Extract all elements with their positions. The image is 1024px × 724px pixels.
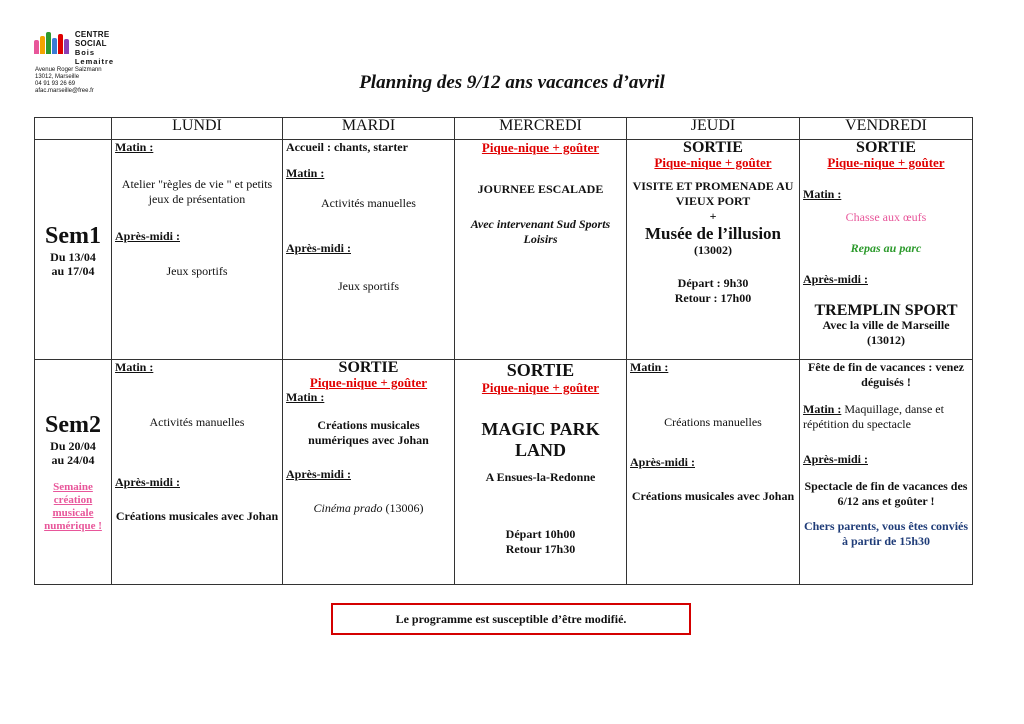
week1-label: Sem1 Du 13/04 au 17/04 <box>35 140 112 360</box>
page-title: Planning des 9/12 ans vacances d’avril <box>359 72 665 93</box>
people-figures-icon <box>34 30 72 54</box>
day-header: LUNDI <box>112 118 283 140</box>
week1-mercredi: Pique-nique + goûter JOURNEE ESCALADE Avec intervenant Sud Sports Loisirs <box>455 140 627 360</box>
header-row <box>35 118 973 140</box>
week1-jeudi: SORTIE Pique-nique + goûter VISITE ET PROMENADE AU VIEUX PORT + Musée de l’illusion (13002) Départ : 9h30 Retour : 17h00 <box>627 140 800 360</box>
corner-cell <box>35 118 112 140</box>
week2-theme-note: Semaine création musicale numérique ! <box>44 481 102 532</box>
day-header: MERCREDI <box>455 118 627 140</box>
week2-vendredi: Fête de fin de vacances : venez déguisés ! Matin : Maquillage, danse et répétition du spectacle Après-midi : Spectacle de fin de vacances des 6/12 ans et goûter ! Chers parents, vous êtes conviés à partir de 15h30 <box>800 360 973 585</box>
week2-lundi: Matin : Activités manuelles Après-midi : Créations musicales avec Johan <box>112 360 283 585</box>
week2-jeudi: Matin : Créations manuelles Après-midi : Créations musicales avec Johan <box>627 360 800 585</box>
logo-address: Avenue Roger Salzmann 13012, Marseille 04 91 93 26 69 afac.marseille@free.fr <box>35 67 102 94</box>
week2-row <box>35 360 973 585</box>
week1-mardi: Accueil : chants, starter Matin : Activités manuelles Après-midi : Jeux sportifs <box>283 140 455 360</box>
schedule-table <box>34 117 973 585</box>
modification-notice: Le programme est susceptible d’être modifié. <box>331 603 691 635</box>
week2-mercredi: SORTIE Pique-nique + goûter MAGIC PARK LAND A Ensues-la-Redonne Départ 10h00 Retour 17h30 <box>455 360 627 585</box>
logo-name: CENTRE SOCIAL Bois Lemaitre <box>74 30 115 66</box>
week2-label: Sem2 Du 20/04 au 24/04 Semaine création musicale numérique ! <box>35 360 112 585</box>
week2-mardi: SORTIE Pique-nique + goûter Matin : Créations musicales numériques avec Johan Après-midi : Cinéma prado (13006) <box>283 360 455 585</box>
week1-vendredi: SORTIE Pique-nique + goûter Matin : Chasse aux œufs Repas au parc Après-midi : TREMPLIN SPORT Avec la ville de Marseille (13012) <box>800 140 973 360</box>
day-header: VENDREDI <box>800 118 973 140</box>
week1-lundi: Matin : Atelier "règles de vie " et petits jeux de présentation Après-midi : Jeux sportifs <box>112 140 283 360</box>
day-header: JEUDI <box>627 118 800 140</box>
week1-row <box>35 140 973 360</box>
day-header: MARDI <box>283 118 455 140</box>
